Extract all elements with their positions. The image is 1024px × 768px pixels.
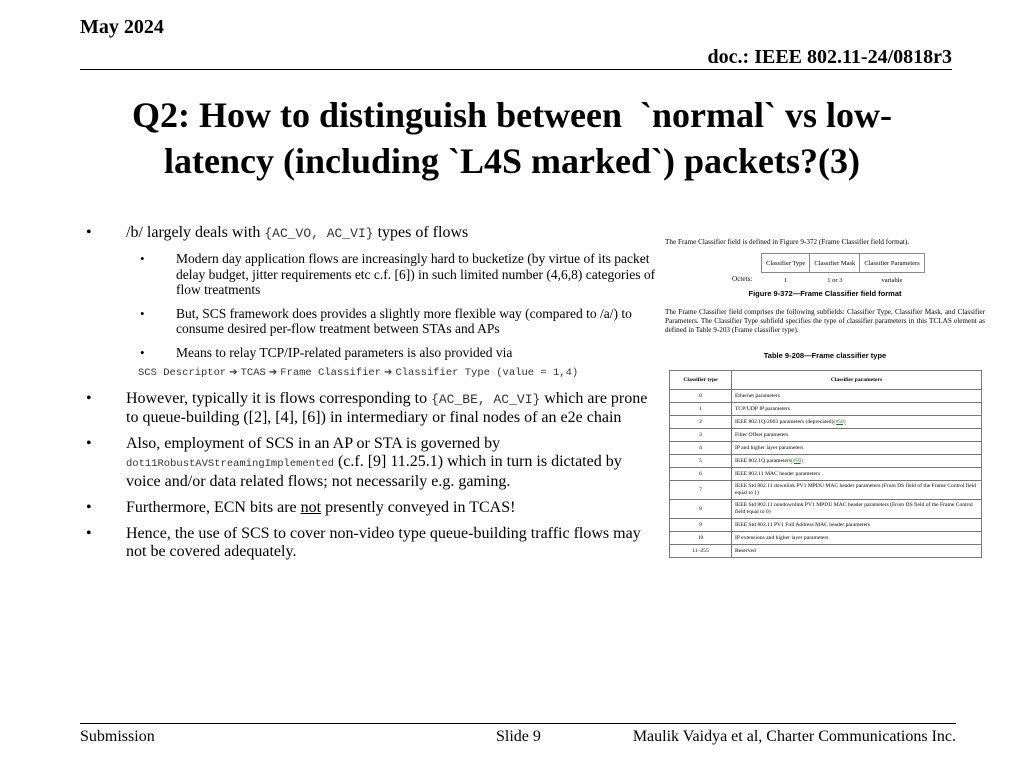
spec-intro: The Frame Classifier field is defined in Figure 9-372 (Frame Classifier field format). <box>665 238 910 246</box>
classifier-type-cell: 1 <box>670 403 732 416</box>
header-rule <box>80 69 952 70</box>
header-date: May 2024 <box>80 16 164 38</box>
table-title: Table 9-208—Frame classifier type <box>763 351 887 360</box>
classifier-type-cell: 2 <box>670 416 732 429</box>
classifier-params-cell: IEEE 802.11 MAC header parameters <box>732 468 982 481</box>
classifier-type-cell: 6 <box>670 468 732 481</box>
table-row <box>670 429 982 442</box>
table-row <box>670 390 982 403</box>
classifier-params-cell: Reserved <box>732 545 982 558</box>
spec-excerpt-image: The Frame Classifier field is defined in Figure 9-372 (Frame Classifier field format). Classifier Type Classifier Mask Classifier Parameters 1 1 or 3 variable Octets: Figure 9-372—Frame Classifier field format The Frame Classifier field comprises the following subfields: Classifier Type, Classifier Mask, and Classifier Parameters. The Classifier Type subfield specifies the type of classifier parameters in this TCLAS element as defined in Table 9-203 (Frame classifier type). Table 9-208—Frame classifier type Classifier type Classifier parameters 0 Ethernet parameters 1 TCP/UDP IP parameters 2 IEEE 802.1Q-2003 parameters (deprecated)(#50) 3 Filter Offset parameters 4 IP and higher layer parameters 5 IEEE 802.1Q parameters(#50) 6 IEEE 802.11 MAC header parameters 7 IEEE Std 802.11 downlink PV1 MPDU MAC header parameters (From DS field of the Frame Control field equal to 1) 8 IEEE Std 802.11 nondownlink PV1 MPDU MAC header parameters (From DS field of the Frame Control field equal to 0) 9 IEEE Std 802.11 PV1 Full Address MAC header parameters 10 IP extensions and higher layer parameters 11–255 Reserved <box>665 238 985 558</box>
table-row <box>670 442 982 455</box>
bullet-1: • /b/ largely deals with {AC_VO, AC_VI} types of flows <box>86 224 469 241</box>
classifier-type-table <box>669 370 982 558</box>
reference-link[interactable]: (#50) <box>791 457 804 464</box>
classifier-params-cell: IEEE 802.1Q-2003 parameters (deprecated)(#50) <box>732 416 982 429</box>
sub-bullet-1: • Modern day application flows are increasingly hard to bucketize (by virtue of its packet delay budget, jitter requirements etc c.f. [6]) in such limited number (4,6,8) categories of flow treatments <box>140 251 656 297</box>
classifier-type-cell: 11–255 <box>670 545 732 558</box>
table-row <box>670 532 982 545</box>
classifier-params-cell: IEEE Std 802.11 downlink PV1 MPDU MAC header parameters (From DS field of the Frame Control field equal to 1) <box>732 481 982 500</box>
format-header-cell: Classifier Parameters <box>860 254 924 273</box>
table-header-cell: Classifier type <box>670 371 732 390</box>
sub-bullet-2: • But, SCS framework does provides a slightly more flexible way (compared to /a/) to consume desired per-flow treatment between STAs and APs <box>140 305 632 336</box>
table-row <box>670 519 982 532</box>
table-row <box>670 416 982 429</box>
sub-bullet-3: • Means to relay TCP/IP-related parameters is also provided via <box>140 344 513 360</box>
bullet-1-text-end: types of flows <box>373 224 469 241</box>
format-header-cell: Classifier Type <box>762 254 810 273</box>
classifier-type-cell: 0 <box>670 390 732 403</box>
bullet-3: • Also, employment of SCS in an AP or STA is governed by dot11RobustAVStreamingImplemented (c.f. [9] 11.25.1) which in turn is dictated by voice and/or data related flows; not necessarily e.g. gaming. <box>86 435 622 490</box>
arrow-right-icon: ➔ <box>229 367 238 378</box>
classifier-params-cell: Ethernet parameters <box>732 390 982 403</box>
footer-authors: Maulik Vaidya et al, Charter Communications Inc. <box>632 728 956 745</box>
bullet-2: • However, typically it is flows corresponding to {AC_BE, AC_VI} which are prone to queue-building ([2], [4], [6]) in intermediary or final nodes of an e2e chain <box>86 390 648 426</box>
frame-classifier-format-table <box>761 253 925 287</box>
figure-caption: Figure 9-372—Frame Classifier field format <box>748 289 902 298</box>
spec-paragraph: The Frame Classifier field comprises the following subfields: Classifier Type, Classifier Mask, and Classifier Parameters. The Classifier Type subfield specifies the type of classifier parameters in this TCLAS element as defined in Table 9-203 (Frame classifier type). <box>665 308 985 334</box>
classifier-params-cell: IEEE Std 802.11 PV1 Full Address MAC header parameters <box>732 519 982 532</box>
table-row <box>670 403 982 416</box>
classifier-type-cell: 4 <box>670 442 732 455</box>
table-row <box>670 455 982 468</box>
classifier-params-cell: IEEE Std 802.11 nondownlink PV1 MPDU MAC header parameters (From DS field of the Frame Control field equal to 0) <box>732 500 982 519</box>
classifier-params-cell: IEEE 802.1Q parameters(#50) <box>732 455 982 468</box>
octets-cell: 1 or 3 <box>827 276 843 284</box>
table-row <box>670 500 982 519</box>
octets-cell: variable <box>881 276 903 284</box>
footer-submission: Submission <box>80 728 155 745</box>
tcas-chain: SCS Descriptor ➔ TCAS ➔ Frame Classifier ➔ Classifier Type (value = 1,4) <box>138 367 579 379</box>
classifier-type-cell: 5 <box>670 455 732 468</box>
table-row <box>670 481 982 500</box>
classifier-type-cell: 10 <box>670 532 732 545</box>
header-doc-id: doc.: IEEE 802.11-24/0818r3 <box>707 46 952 68</box>
footer-rule <box>80 723 956 724</box>
title-line-2: latency (including `L4S marked`) packets?(3) <box>164 141 860 181</box>
bullet-1-code: {AC_VO, AC_VI} <box>264 226 374 241</box>
bullet-5: • Hence, the use of SCS to cover non-video type queue-building traffic flows may not be covered adequately. <box>86 525 641 560</box>
footer-slide-number: Slide 9 <box>496 728 541 745</box>
classifier-params-cell: IP and higher layer parameters <box>732 442 982 455</box>
classifier-params-cell: IP extensions and higher layer parameters <box>732 532 982 545</box>
arrow-right-icon: ➔ <box>384 367 393 378</box>
classifier-type-cell: 8 <box>670 500 732 519</box>
format-header-cell: Classifier Mask <box>810 254 860 273</box>
bullet-4: • Furthermore, ECN bits are not presently conveyed in TCAS! <box>86 499 516 516</box>
slide-body <box>86 224 656 569</box>
bullet-1-text: /b/ largely deals with <box>126 224 265 241</box>
arrow-right-icon: ➔ <box>268 367 278 378</box>
classifier-type-cell: 7 <box>670 481 732 500</box>
classifier-type-cell: 3 <box>670 429 732 442</box>
title-line-1: Q2: How to distinguish between `normal` vs low- <box>131 95 892 135</box>
classifier-params-cell: Filter Offset parameters <box>732 429 982 442</box>
slide-title <box>60 92 964 184</box>
table-header-cell: Classifier parameters <box>732 371 982 390</box>
reference-link[interactable]: (#50) <box>833 418 846 425</box>
classifier-params-cell: TCP/UDP IP parameters <box>732 403 982 416</box>
table-row <box>670 545 982 558</box>
classifier-type-cell: 9 <box>670 519 732 532</box>
octets-cell: 1 <box>784 276 788 284</box>
table-row <box>670 468 982 481</box>
